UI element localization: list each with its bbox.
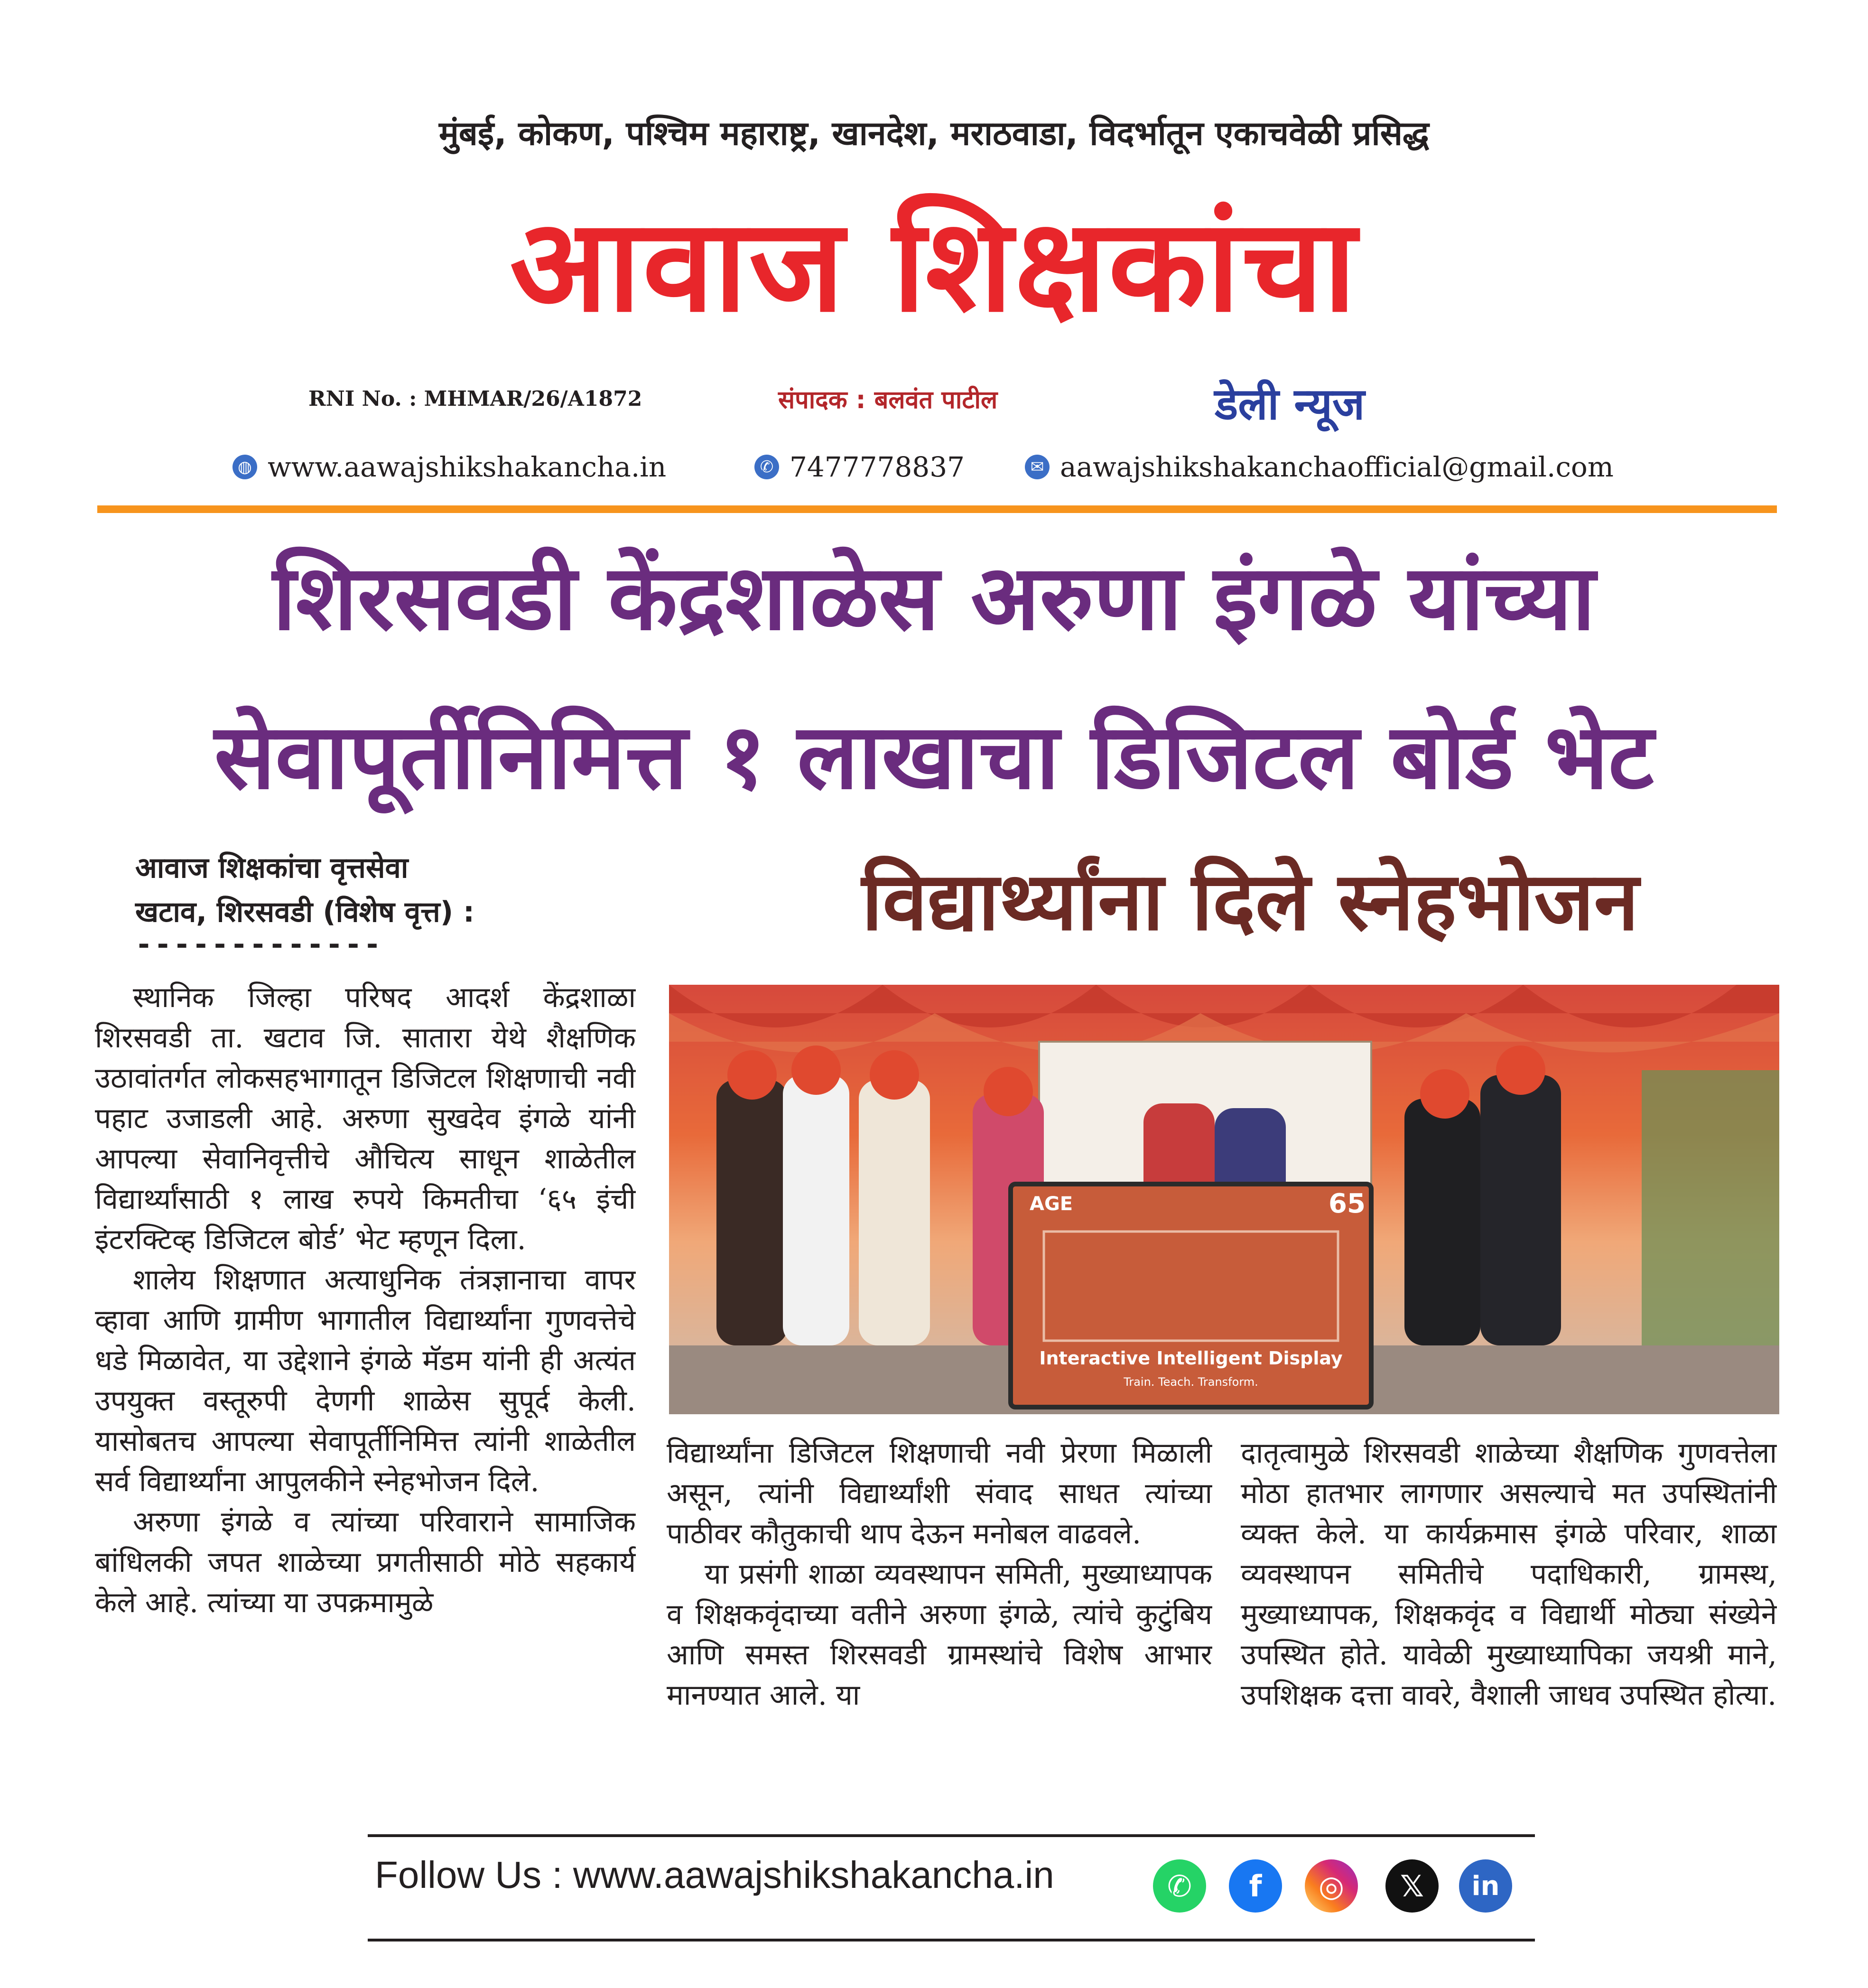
paragraph: अरुणा इंगळे व त्यांच्या परिवाराने सामाजिक बांधिलकी जपत शाळेच्या प्रगतीसाठी मोठे सहकार्य केले आहे. त्यांच्या या उपक्रमामुळे [95, 1505, 636, 1619]
board-size: 65 [1329, 1188, 1366, 1219]
event-photo [669, 985, 1779, 1414]
header-divider [97, 505, 1777, 513]
whatsapp-icon[interactable]: ✆ [1153, 1859, 1206, 1913]
email-text: aawajshikshakanchaofficial@gmail.com [1060, 451, 1614, 483]
sub-headline: विद्यार्थ्यांना दिले स्नेहभोजन [862, 855, 1639, 949]
mail-icon: ✉ [1025, 455, 1050, 479]
rni-number: RNI No. : MHMAR/26/A1872 [308, 387, 642, 411]
phone-text: 7477778837 [790, 451, 965, 483]
footer-divider-top [368, 1834, 1535, 1837]
facebook-icon[interactable]: f [1229, 1859, 1282, 1913]
byline-rule: ------------- [135, 928, 383, 961]
board-caption: Interactive Intelligent Display [1039, 1348, 1343, 1369]
edition-label: डेली न्यूज [1215, 379, 1365, 429]
footer-divider-bottom [368, 1939, 1535, 1941]
byline-agency: आवाज शिक्षकांचा वृत्तसेवा [135, 851, 409, 885]
contact-email[interactable] [1025, 451, 1614, 483]
paragraph: दातृत्वामुळे शिरसवडी शाळेच्या शैक्षणिक गुणवत्तेला मोठा हातभार लागणार असल्याचे मत उपस्थितांनी व्यक्त केले. या कार्यक्रमास इंगळे परिवार, शाळा व्यवस्थापन समितीचे पदाधिकारी, ग्रामस्थ, मुख्याध्यापक, शिक्षकवृंद व विद्यार्थी मोठ्या संख्येने उपस्थित होते. यावेळी मुख्याध्यापिका जयश्री माने, उपशिक्षक दत्ता वावरे, वैशाली जाधव उपस्थित होत्या. [1241, 1437, 1777, 1712]
headline-line-2: सेवापूर्तीनिमित्त १ लाखाचा डिजिटल बोर्ड भेट [214, 704, 1654, 809]
contact-phone[interactable] [754, 451, 965, 483]
linkedin-icon[interactable]: in [1459, 1859, 1512, 1913]
globe-icon: ◍ [232, 455, 257, 479]
paragraph: या प्रसंगी शाळा व्यवस्थापन समिती, मुख्याध्यापक व शिक्षकवृंदाच्या वतीने अरुणा इंगळे, त्यांचे कुटुंबिय आणि समस्त शिरसवडी ग्रामस्थांचे विशेष आभार मानण्यात आले. या [667, 1558, 1212, 1712]
x-icon[interactable]: 𝕏 [1385, 1859, 1439, 1913]
article-column-1 [95, 978, 636, 1794]
follow-us-text[interactable]: Follow Us : www.aawajshikshakancha.in [375, 1854, 1054, 1896]
phone-icon: ✆ [754, 455, 779, 479]
article-column-3 [1241, 1433, 1777, 1794]
byline-place: खटाव, शिरसवडी (विशेष वृत्त) : [135, 896, 475, 929]
website-text: www.aawajshikshakancha.in [268, 451, 667, 483]
contact-website[interactable] [232, 451, 666, 483]
instagram-icon[interactable]: ◎ [1305, 1859, 1358, 1913]
masthead-tagline: मुंबई, कोकण, पश्चिम महाराष्ट्र, खानदेश, मराठवाडा, विदर्भातून एकाचवेळी प्रसिद्ध [439, 114, 1429, 153]
article-column-2 [667, 1433, 1212, 1794]
newspaper-title: आवाज शिक्षकांचा [510, 191, 1358, 340]
board-slogan: Train. Teach. Transform. [1124, 1375, 1258, 1389]
photo-illustration [669, 985, 1779, 1414]
paragraph: शालेय शिक्षणात अत्याधुनिक तंत्रज्ञानाचा वापर व्हावा आणि ग्रामीण भागातील विद्यार्थ्यांना गुणवत्तेचे धडे मिळावेत, या उद्देशाने इंगळे मॅडम यांनी ही अत्यंत उपयुक्त वस्तूरुपी देणगी शाळेस सुपूर्द केली. यासोबतच आपल्या सेवापूर्तीनिमित्त त्यांनी शाळेतील सर्व विद्यार्थ्यांना आपुलकीने स्नेहभोजन दिले. [95, 1263, 636, 1498]
paragraph: विद्यार्थ्यांना डिजिटल शिक्षणाची नवी प्रेरणा मिळाली असून, त्यांनी विद्यार्थ्यांशी संवाद साधत त्यांच्या पाठीवर कौतुकाची थाप देऊन मनोबल वाढवले. [667, 1437, 1212, 1550]
headline-line-1: शिरसवडी केंद्रशाळेस अरुणा इंगळे यांच्या [272, 545, 1596, 650]
editor-credit: संपादक : बलवंत पाटील [778, 386, 998, 414]
paragraph: स्थानिक जिल्हा परिषद आदर्श केंद्रशाळा शिरसवडी ता. खटाव जि. सातारा येथे शैक्षणिक उठावांतर्गत लोकसहभागातून डिजिटल शिक्षणाची नवी पहाट उजाडली आहे. अरुणा सुखदेव इंगळे यांनी आपल्या सेवानिवृत्तीचे औचित्य साधून शाळेतील विद्यार्थ्यांसाठी १ लाख रुपये किमतीचा ‘६५ इंची इंटरक्टिव्ह डिजिटल बोर्ड’ भेट म्हणून दिला. [95, 981, 636, 1256]
board-brand: AGE [1030, 1193, 1073, 1215]
